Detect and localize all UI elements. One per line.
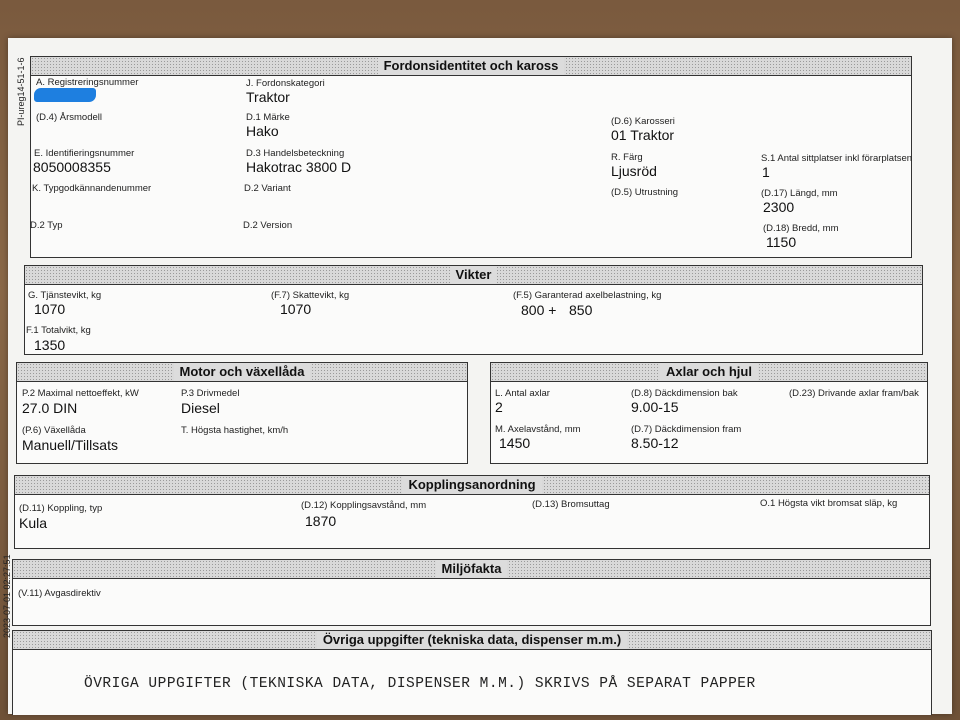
width-value: 1150 [766,234,797,250]
coupling-section [14,475,930,549]
front-tire-label: (D.7) Däckdimension fram [631,424,742,435]
color-label: R. Färg [611,152,643,163]
category-value: Traktor [246,89,290,105]
gearbox-value: Manuell/Tillsats [22,437,118,453]
total-weight-label: F.1 Totalvikt, kg [26,325,91,336]
other-details-note: ÖVRIGA UPPGIFTER (TEKNISKA DATA, DISPENSER M.M.) SKRIVS PÅ SEPARAT PAPPER [84,676,756,692]
trade-name-label: D.3 Handelsbeteckning [246,148,345,159]
axles-section [490,362,928,464]
front-tire-value: 8.50-12 [631,435,679,451]
other-section-title: Övriga uppgifter (tekniska data, dispenser m.m.) [317,631,627,649]
equipment-label: (D.5) Utrustning [611,187,679,198]
axle-load-front-value: 800 + [521,302,557,318]
wheelbase-value: 1450 [499,435,531,451]
color-value: Ljusröd [611,163,657,179]
weights-section-title: Vikter [450,266,498,284]
vin-value: 8050008355 [33,159,111,175]
width-label: (D.18) Bredd, mm [763,223,839,234]
rear-tire-label: (D.8) Däckdimension bak [631,388,738,399]
engine-section-header [17,363,467,382]
brand-value: Hako [246,123,279,139]
seats-label: S.1 Antal sittplatser inkl förarplatsen [761,153,913,164]
environment-section-header [13,560,930,579]
other-section [12,630,932,715]
braked-trailer-label: O.1 Högsta vikt bromsat släp, kg [760,498,898,509]
weights-section-header [25,266,922,285]
tax-weight-value: 1070 [280,301,312,317]
length-label: (D.17) Längd, mm [761,188,838,199]
environment-section [12,559,931,626]
engine-section-title: Motor och växellåda [174,363,311,381]
power-label: P.2 Maximal nettoeffekt, kW [22,388,139,399]
coupling-distance-label: (D.12) Kopplingsavstånd, mm [301,500,427,511]
max-speed-label: T. Högsta hastighet, km/h [181,425,289,436]
coupling-section-header [15,476,929,495]
total-weight-value: 1350 [34,337,66,353]
body-value: 01 Traktor [611,127,675,143]
identity-section-title: Fordonsidentitet och kaross [378,57,565,75]
wheelbase-label: M. Axelavstånd, mm [495,424,581,435]
service-weight-value: 1070 [34,301,66,317]
fuel-label: P.3 Drivmedel [181,388,240,399]
fuel-value: Diesel [181,400,220,416]
variant-label: D.2 Variant [244,183,291,194]
model-year-label: (D.4) Årsmodell [36,112,102,123]
coupling-section-title: Kopplingsanordning [402,476,541,494]
environment-section-title: Miljöfakta [436,560,508,578]
reg-number-label: A. Registreringsnummer [36,77,139,88]
seats-value: 1 [762,164,770,180]
category-label: J. Fordonskategori [246,78,325,89]
axles-section-title: Axlar och hjul [660,363,758,381]
coupling-type-label: (D.11) Koppling, typ [19,503,103,514]
length-value: 2300 [763,199,795,215]
tax-weight-label: (F.7) Skattevikt, kg [271,290,350,301]
coupling-distance-value: 1870 [305,513,337,529]
print-timestamp: 2023-07-01 02:27:51 [2,554,12,638]
axles-section-header [491,363,927,382]
vin-label: E. Identifieringsnummer [34,148,135,159]
gearbox-label: (P.6) Växellåda [22,425,86,436]
drive-axles-label: (D.23) Drivande axlar fram/bak [789,388,919,399]
axle-load-label: (F.5) Garanterad axelbelastning, kg [513,290,662,301]
type-approval-label: K. Typgodkännandenummer [32,183,152,194]
axle-count-value: 2 [495,399,503,415]
type-label: D.2 Typ [30,220,63,231]
axle-count-label: L. Antal axlar [495,388,550,399]
form-code: PI-ureg14-51-1-6 [16,57,26,126]
axle-load-rear-value: 850 [569,302,593,318]
other-section-header [13,631,931,650]
rear-tire-value: 9.00-15 [631,399,679,415]
body-label: (D.6) Karosseri [611,116,675,127]
redacted-reg-number [34,88,96,102]
emission-directive-label: (V.11) Avgasdirektiv [18,588,101,599]
service-weight-label: G. Tjänstevikt, kg [28,290,102,301]
weights-section [24,265,923,355]
identity-section-header [31,57,911,76]
trade-name-value: Hakotrac 3800 D [246,159,352,175]
brand-label: D.1 Märke [246,112,290,123]
power-value: 27.0 DIN [22,400,78,416]
version-label: D.2 Version [243,220,293,231]
coupling-type-value: Kula [19,515,48,531]
pto-label: (D.13) Bromsuttag [532,499,610,510]
